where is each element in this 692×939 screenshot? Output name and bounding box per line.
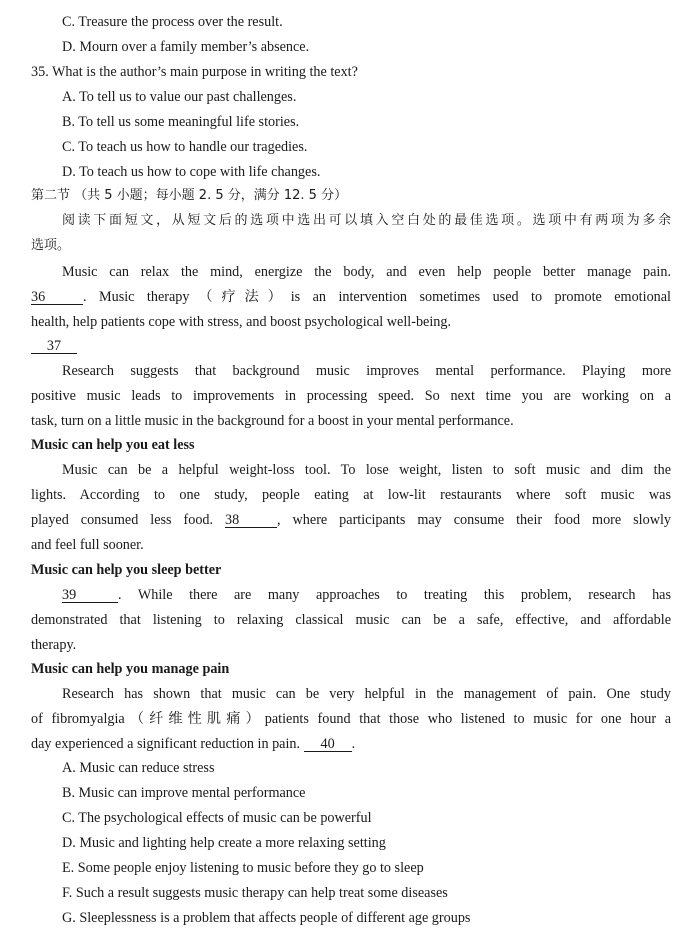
paragraph-4-line-1 (62, 586, 671, 604)
q35-option-c: C. To teach us how to handle our tragedies. (62, 139, 308, 155)
paragraph-5-line-3-end: . (351, 736, 356, 752)
paragraph-1-line-2 (31, 288, 671, 306)
answer-option-g: G. Sleeplessness is a problem that affects people of different age groups (62, 910, 471, 926)
blank-39[interactable]: 39 (62, 588, 118, 603)
blank-37-line (31, 337, 671, 355)
q35-option-b: B. To tell us some meaningful life stories. (62, 114, 300, 130)
paragraph-3-line-1: Music can be a helpful weight-loss tool. To lose weight, listen to soft music and dim the (62, 462, 671, 478)
q35-option-a: A. To tell us to value our past challenges. (62, 89, 297, 105)
subheading-manage-pain: Music can help you manage pain (31, 661, 230, 677)
paragraph-5-line-1: Research has shown that music can be very helpful in the management of pain. One study (62, 686, 671, 702)
q35-option-d: D. To teach us how to cope with life changes. (62, 164, 321, 180)
paragraph-3-line-3 (31, 511, 671, 529)
paragraph-3-line-3-end: , where participants may consume their food more slowly (277, 512, 671, 528)
blank-38[interactable]: 38 (225, 513, 277, 528)
section-2-heading: 第二节 （共 5 小题；每小题 2. 5 分，满分 12. 5 分） (31, 188, 348, 203)
answer-option-f: F. Such a result suggests music therapy can help treat some diseases (62, 885, 448, 901)
section-2-instruction-line-2: 选项。 (31, 238, 71, 253)
option-d-prev: D. Mourn over a family member’s absence. (62, 39, 310, 55)
paragraph-2-line-3: task, turn on a little music in the background for a boost in your mental performance. (31, 413, 514, 429)
paragraph-5-line-2: of fibromyalgia（纤维性肌痛）patients found that those who listened to music for one hour a (31, 711, 671, 727)
option-c-prev: C. Treasure the process over the result. (62, 14, 283, 30)
paragraph-2-line-2: positive music leads to improvements in processing speed. So next time you are working on a (31, 388, 671, 404)
blank-37[interactable]: 37 (31, 339, 77, 354)
question-35-stem: 35. What is the author’s main purpose in writing the text? (31, 64, 358, 80)
paragraph-5-line-3-start: day experienced a significant reduction in pain. (31, 736, 301, 752)
paragraph-4-line-2: demonstrated that listening to relaxing classical music can be a safe, effective, and affordable (31, 612, 671, 628)
paragraph-2-line-1: Research suggests that background music improves mental performance. Playing more (62, 363, 671, 379)
answer-option-b: B. Music can improve mental performance (62, 785, 306, 801)
paragraph-1-line-1: Music can relax the mind, energize the body, and even help people better manage pain. (62, 264, 671, 280)
paragraph-3-line-3-start: played consumed less food. (31, 512, 214, 528)
blank-36[interactable]: 36 (31, 290, 83, 305)
subheading-sleep-better: Music can help you sleep better (31, 562, 222, 578)
subheading-eat-less: Music can help you eat less (31, 437, 195, 453)
paragraph-3-line-4: and feel full sooner. (31, 537, 144, 553)
section-2-instruction-line-1: 阅读下面短文，从短文后的选项中选出可以填入空白处的最佳选项。选项中有两项为多余 (62, 213, 671, 228)
paragraph-3-line-2: lights. According to one study, people eating at low-lit restaurants where soft music was (31, 487, 671, 503)
paragraph-1-line-3: health, help patients cope with stress, and boost psychological well-being. (31, 314, 452, 330)
blank-40[interactable]: 40 (304, 737, 352, 752)
answer-option-a: A. Music can reduce stress (62, 760, 215, 776)
answer-option-c: C. The psychological effects of music can be powerful (62, 810, 372, 826)
paragraph-4-line-1-text: . While there are many approaches to treating this problem, research has (118, 587, 671, 603)
paragraph-5-line-3 (31, 735, 671, 753)
answer-option-d: D. Music and lighting help create a more relaxing setting (62, 835, 386, 851)
paragraph-1-line-2-text: . Music therapy（疗法）is an intervention sometimes used to promote emotional (83, 289, 671, 305)
paragraph-4-line-3: therapy. (31, 637, 77, 653)
answer-option-e: E. Some people enjoy listening to music before they go to sleep (62, 860, 424, 876)
